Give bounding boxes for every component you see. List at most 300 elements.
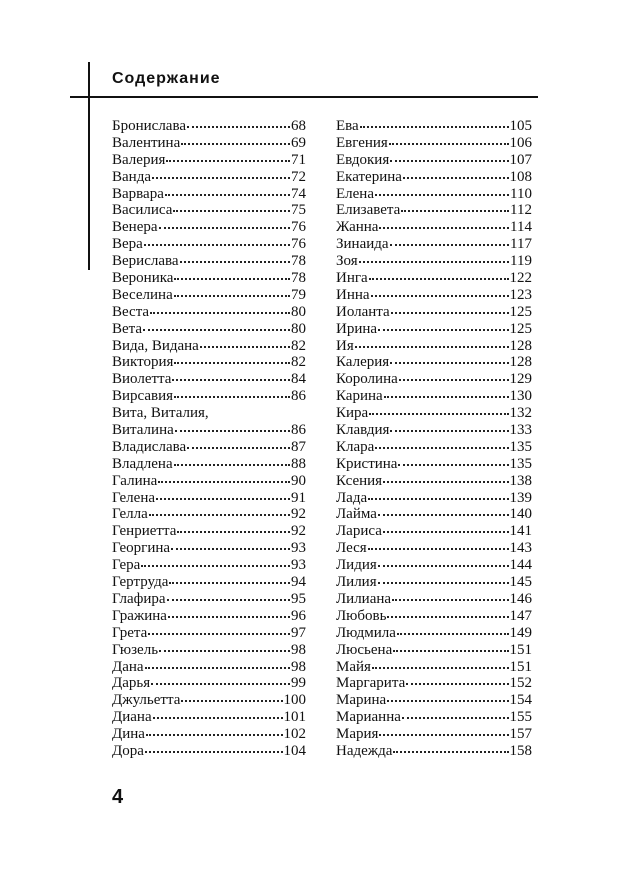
toc-entry-page: 82 <box>291 337 306 354</box>
toc-entry-page: 144 <box>509 557 532 574</box>
toc-entry-page: 71 <box>291 151 306 168</box>
toc-entry-page: 98 <box>291 658 306 675</box>
dot-leader <box>406 682 508 685</box>
toc-entry-page: 93 <box>291 540 306 557</box>
toc-entry <box>336 202 532 219</box>
dot-leader <box>156 497 290 500</box>
toc-entry-name: Лада <box>336 489 368 506</box>
toc-entry-name: Лилиана <box>336 590 392 607</box>
toc-entry-page: 86 <box>291 422 306 439</box>
toc-entry <box>336 709 532 726</box>
toc-entry-page: 125 <box>509 303 532 320</box>
dot-leader <box>378 513 509 516</box>
toc-entry-name: Любовь <box>336 607 387 624</box>
dot-leader <box>172 378 290 381</box>
toc-entry-name: Ванда <box>112 168 151 185</box>
toc-entry <box>336 591 532 608</box>
dot-leader <box>146 733 283 736</box>
toc-entry-page: 106 <box>509 134 532 151</box>
toc-entry-name: Верислава <box>112 253 179 270</box>
toc-entry-name: Елизавета <box>336 202 401 219</box>
toc-entry-page: 117 <box>510 236 532 253</box>
toc-entry <box>112 659 306 676</box>
toc-entry-name: Вита, Виталия, <box>112 405 209 422</box>
dot-leader <box>378 581 509 584</box>
toc-entry <box>112 456 306 473</box>
toc-entry-name: Надежда <box>336 742 393 759</box>
dot-leader <box>387 615 508 618</box>
toc-entry-name: Дина <box>112 726 145 743</box>
toc-entry <box>112 169 306 186</box>
toc-entry <box>112 253 306 270</box>
dot-leader <box>159 226 290 229</box>
toc-entry <box>336 371 532 388</box>
dot-leader <box>383 480 508 483</box>
toc-entry <box>336 253 532 270</box>
dot-leader <box>153 716 283 719</box>
toc-entry-name: Карина <box>336 388 383 405</box>
toc-entry-name: Ирина <box>336 320 378 337</box>
toc-entry <box>112 692 306 709</box>
toc-entry <box>112 608 306 625</box>
toc-entry-page: 72 <box>291 168 306 185</box>
dot-leader <box>171 547 290 550</box>
toc-entry <box>112 743 306 760</box>
toc-entry <box>112 422 306 439</box>
dot-leader <box>143 328 290 331</box>
toc-entry <box>336 557 532 574</box>
toc-entry <box>336 321 532 338</box>
dot-leader <box>159 649 290 652</box>
toc-entry <box>336 659 532 676</box>
toc-entry-name: Зинаида <box>336 236 389 253</box>
toc-entry-name: Гражина <box>112 607 167 624</box>
dot-leader <box>368 547 509 550</box>
dot-leader <box>378 564 509 567</box>
toc-entry-page: 68 <box>291 118 306 134</box>
toc-entry-name: Инга <box>336 270 368 287</box>
toc-entry <box>112 236 306 253</box>
dot-leader <box>384 395 509 398</box>
dot-leader <box>393 750 508 753</box>
toc-entry <box>112 388 306 405</box>
dot-leader <box>165 193 290 196</box>
toc-entry-name: Инна <box>336 286 370 303</box>
toc-entry-page: 99 <box>291 675 306 692</box>
toc-entry <box>112 642 306 659</box>
toc-entry-page: 78 <box>291 270 306 287</box>
toc-entry-name: Клара <box>336 438 375 455</box>
toc-entry <box>336 506 532 523</box>
toc-entry <box>336 118 532 135</box>
dot-leader <box>173 209 290 212</box>
toc-entry-page: 146 <box>509 590 532 607</box>
dot-leader <box>379 733 508 736</box>
dot-leader <box>148 632 290 635</box>
toc-entry <box>112 439 306 456</box>
toc-entry-name: Гелена <box>112 489 156 506</box>
toc-entry-name: Елена <box>336 185 374 202</box>
toc-entry-name: Виолетта <box>112 371 172 388</box>
toc-entry <box>336 135 532 152</box>
toc-entry-name: Виталина <box>112 422 174 439</box>
toc-entry-name: Клавдия <box>336 422 390 439</box>
toc-entry-page: 102 <box>283 726 306 743</box>
toc-entry-page: 95 <box>291 590 306 607</box>
toc-entry-name: Зоя <box>336 253 358 270</box>
dot-leader <box>167 598 290 601</box>
toc-entry <box>336 422 532 439</box>
toc-entry-page: 98 <box>291 641 306 658</box>
dot-leader <box>144 243 290 246</box>
dot-leader <box>375 193 509 196</box>
dot-leader <box>392 598 508 601</box>
toc-entry <box>336 186 532 203</box>
toc-entry <box>336 456 532 473</box>
toc-entry-name: Иоланта <box>336 303 390 320</box>
toc-entry <box>112 354 306 371</box>
toc-entry <box>336 574 532 591</box>
dot-leader <box>359 260 509 263</box>
toc-entry-page: 97 <box>291 624 306 641</box>
vertical-rule <box>88 62 90 270</box>
toc-entry <box>336 236 532 253</box>
toc-entry <box>112 270 306 287</box>
toc-entry <box>112 591 306 608</box>
dot-leader <box>369 412 508 415</box>
toc-entry-page: 147 <box>509 607 532 624</box>
toc-entry <box>112 709 306 726</box>
toc-entry-page: 158 <box>509 742 532 759</box>
toc-entry-name: Виктория <box>112 354 174 371</box>
toc-entry-name: Бронислава <box>112 118 187 134</box>
toc-entry <box>112 118 306 135</box>
toc-entry-page: 119 <box>510 253 532 270</box>
toc-entry-page: 100 <box>283 692 306 709</box>
toc-entry-page: 110 <box>510 185 532 202</box>
toc-entry-page: 87 <box>291 438 306 455</box>
dot-leader <box>180 260 290 263</box>
toc-entry-name: Гера <box>112 557 141 574</box>
toc-entry-page: 92 <box>291 523 306 540</box>
toc-entry <box>112 574 306 591</box>
dot-leader <box>174 277 290 280</box>
toc-entry <box>112 523 306 540</box>
toc-entry-page: 112 <box>510 202 532 219</box>
toc-entry-page: 155 <box>509 709 532 726</box>
dot-leader <box>403 176 509 179</box>
dot-leader <box>401 209 509 212</box>
toc-entry-page: 133 <box>509 422 532 439</box>
toc-entry-page: 128 <box>509 354 532 371</box>
toc-entry-name: Галина <box>112 472 158 489</box>
toc-entry-name: Королина <box>336 371 398 388</box>
dot-leader <box>168 615 290 618</box>
dot-leader <box>393 649 508 652</box>
toc-entry <box>112 304 306 321</box>
dot-leader <box>166 159 290 162</box>
toc-entry-name: Глафира <box>112 590 166 607</box>
toc-entry <box>336 405 532 422</box>
toc-entry <box>336 338 532 355</box>
toc-entry-page: 101 <box>283 709 306 726</box>
dot-leader <box>152 176 290 179</box>
toc-entry-name: Джульетта <box>112 692 181 709</box>
dot-leader <box>175 429 290 432</box>
dot-leader <box>402 716 509 719</box>
toc-entry <box>112 473 306 490</box>
toc-entry-name: Дарья <box>112 675 151 692</box>
toc-entry <box>112 287 306 304</box>
toc-entry <box>112 405 306 422</box>
toc-entry-name: Марина <box>336 692 387 709</box>
toc-entry-name: Маргарита <box>336 675 406 692</box>
toc-entry <box>112 490 306 507</box>
toc-entry-page: 93 <box>291 557 306 574</box>
toc-entry-page: 75 <box>291 202 306 219</box>
dot-leader <box>169 581 290 584</box>
toc-entry-page: 114 <box>510 219 532 236</box>
toc-entry-name: Мария <box>336 726 379 743</box>
toc-entry-name: Кира <box>336 405 369 422</box>
toc-entry <box>112 152 306 169</box>
dot-leader <box>391 311 509 314</box>
toc-entry <box>336 540 532 557</box>
toc-entry-name: Диана <box>112 709 152 726</box>
toc-entry <box>112 321 306 338</box>
dot-leader <box>387 699 508 702</box>
dot-leader <box>145 750 283 753</box>
toc-entry-page: 107 <box>509 151 532 168</box>
toc-entry-page: 122 <box>509 270 532 287</box>
dot-leader <box>375 446 508 449</box>
toc-entry <box>336 304 532 321</box>
toc-entry-page: 151 <box>509 658 532 675</box>
toc-entry-page: 125 <box>509 320 532 337</box>
toc-entry <box>336 608 532 625</box>
toc-entry-page: 82 <box>291 354 306 371</box>
toc-entry-name: Леся <box>336 540 367 557</box>
toc-entry-name: Генриетта <box>112 523 177 540</box>
toc-entry-page: 92 <box>291 506 306 523</box>
dot-leader <box>150 311 290 314</box>
toc-entry <box>336 490 532 507</box>
toc-entry-name: Валентина <box>112 134 181 151</box>
toc-entry-name: Варвара <box>112 185 164 202</box>
toc-entry <box>112 371 306 388</box>
dot-leader <box>390 243 510 246</box>
toc-entry-page: 130 <box>509 388 532 405</box>
toc-entry-page: 88 <box>291 455 306 472</box>
toc-entry-page: 123 <box>509 286 532 303</box>
toc-entry-page: 90 <box>291 472 306 489</box>
toc-entry <box>336 354 532 371</box>
toc-entry-page: 78 <box>291 253 306 270</box>
toc-entry-name: Валерия <box>112 151 166 168</box>
dot-leader <box>187 446 290 449</box>
toc-entry-page: 129 <box>509 371 532 388</box>
toc-entry-page: 104 <box>283 742 306 759</box>
toc-entry <box>112 202 306 219</box>
toc-entry-page: 135 <box>509 455 532 472</box>
toc-entry-name: Грета <box>112 624 148 641</box>
toc-entry <box>336 625 532 642</box>
dot-leader <box>141 564 290 567</box>
dot-leader <box>174 361 290 364</box>
dot-leader <box>390 429 508 432</box>
toc-entry-page: 132 <box>509 405 532 422</box>
toc-right-column <box>336 118 532 760</box>
dot-leader <box>378 328 508 331</box>
toc-entry <box>336 388 532 405</box>
dot-leader <box>369 277 509 280</box>
toc-entry-page: 149 <box>509 624 532 641</box>
page-number: 4 <box>112 786 124 808</box>
toc-entry <box>336 743 532 760</box>
toc-entry-name: Людмила <box>336 624 396 641</box>
toc-entry <box>336 473 532 490</box>
toc-entry-page: 96 <box>291 607 306 624</box>
toc-entry-name: Евдокия <box>336 151 390 168</box>
toc-entry <box>336 439 532 456</box>
dot-leader <box>174 294 290 297</box>
toc-entry-page: 138 <box>509 472 532 489</box>
toc-entry-name: Вета <box>112 320 143 337</box>
dot-leader <box>355 345 509 348</box>
toc-entry-name: Георгина <box>112 540 171 557</box>
toc-entry-page: 80 <box>291 320 306 337</box>
toc-entry-page: 152 <box>509 675 532 692</box>
dot-leader <box>389 142 509 145</box>
toc-entry-name: Вера <box>112 236 143 253</box>
toc-entry-name: Майя <box>336 658 371 675</box>
toc-entry <box>336 287 532 304</box>
dot-leader <box>390 159 508 162</box>
toc-entry-name: Гюзель <box>112 641 159 658</box>
toc-entry-page: 86 <box>291 388 306 405</box>
dot-leader <box>145 666 290 669</box>
toc-entry <box>112 675 306 692</box>
toc-entry-page: 141 <box>509 523 532 540</box>
toc-entry-page: 143 <box>509 540 532 557</box>
toc-entry-name: Кристина <box>336 455 398 472</box>
toc-left-column <box>112 118 306 760</box>
toc-entry-name: Ксения <box>336 472 383 489</box>
toc-entry <box>336 692 532 709</box>
toc-entry-page: 76 <box>291 236 306 253</box>
toc-entry-name: Марианна <box>336 709 401 726</box>
toc-entry-page: 154 <box>509 692 532 709</box>
dot-leader <box>372 666 509 669</box>
dot-leader <box>158 480 290 483</box>
toc-entry-name: Ия <box>336 337 354 354</box>
toc-entry-name: Владислава <box>112 438 187 455</box>
dot-leader <box>151 682 290 685</box>
dot-leader <box>397 632 509 635</box>
toc-entry-name: Вирсавия <box>112 388 174 405</box>
toc-entry <box>112 135 306 152</box>
dot-leader <box>368 497 508 500</box>
dot-leader <box>177 530 290 533</box>
toc-entry <box>112 540 306 557</box>
toc-entry-page: 79 <box>291 286 306 303</box>
toc-entry-name: Владлена <box>112 455 173 472</box>
dot-leader <box>181 699 282 702</box>
toc-entry-name: Гертруда <box>112 574 169 591</box>
toc-entry <box>112 557 306 574</box>
toc-entry-name: Дора <box>112 742 144 759</box>
toc-entry-name: Жанна <box>336 219 379 236</box>
toc-entry-name: Лидия <box>336 557 377 574</box>
dot-leader <box>200 345 290 348</box>
toc-entry-page: 69 <box>291 134 306 151</box>
toc-entry-name: Венера <box>112 219 158 236</box>
toc-entry-name: Евгения <box>336 134 388 151</box>
toc-entry-name: Гелла <box>112 506 148 523</box>
dot-leader <box>379 226 509 229</box>
toc-entry-name: Лариса <box>336 523 382 540</box>
dot-leader <box>360 125 509 128</box>
toc-entry-page: 151 <box>509 641 532 658</box>
toc-entry-page: 91 <box>291 489 306 506</box>
toc-entry-name: Лайма <box>336 506 377 523</box>
dot-leader <box>187 125 290 128</box>
toc-entry-name: Люсьена <box>336 641 393 658</box>
toc-entry <box>112 219 306 236</box>
toc-entry-name: Веста <box>112 303 150 320</box>
toc-entry <box>112 186 306 203</box>
toc-entry <box>112 625 306 642</box>
toc-entry <box>112 506 306 523</box>
toc-entry-page: 74 <box>291 185 306 202</box>
toc-entry-page: 128 <box>509 337 532 354</box>
page-title: Содержание <box>112 70 221 87</box>
toc-entry-name: Василиса <box>112 202 173 219</box>
toc-entry-name: Ева <box>336 118 359 134</box>
dot-leader <box>383 530 509 533</box>
toc-entry-name: Калерия <box>336 354 390 371</box>
toc-entry <box>112 338 306 355</box>
dot-leader <box>174 463 290 466</box>
header-rule <box>70 96 538 98</box>
toc-entry-page: 80 <box>291 303 306 320</box>
dot-leader <box>399 378 509 381</box>
toc-entry <box>336 523 532 540</box>
dot-leader <box>149 513 290 516</box>
dot-leader <box>371 294 509 297</box>
dot-leader <box>174 395 290 398</box>
toc-entry-name: Лилия <box>336 574 377 591</box>
dot-leader <box>398 463 508 466</box>
toc-entry-name: Дана <box>112 658 144 675</box>
toc-entry <box>336 270 532 287</box>
toc-entry <box>112 726 306 743</box>
toc-entry-page: 94 <box>291 574 306 591</box>
toc-entry-page: 157 <box>509 726 532 743</box>
toc-entry <box>336 675 532 692</box>
toc-entry-page: 76 <box>291 219 306 236</box>
toc-entry-name: Вида, Видана <box>112 337 199 354</box>
toc-entry-name: Вероника <box>112 270 174 287</box>
dot-leader <box>181 142 290 145</box>
toc-entry-page: 145 <box>509 574 532 591</box>
toc-entry <box>336 152 532 169</box>
toc-entry <box>336 219 532 236</box>
dot-leader <box>390 361 508 364</box>
toc-entry-page: 139 <box>509 489 532 506</box>
toc-entry-page: 105 <box>509 118 532 134</box>
toc-entry-page: 140 <box>509 506 532 523</box>
